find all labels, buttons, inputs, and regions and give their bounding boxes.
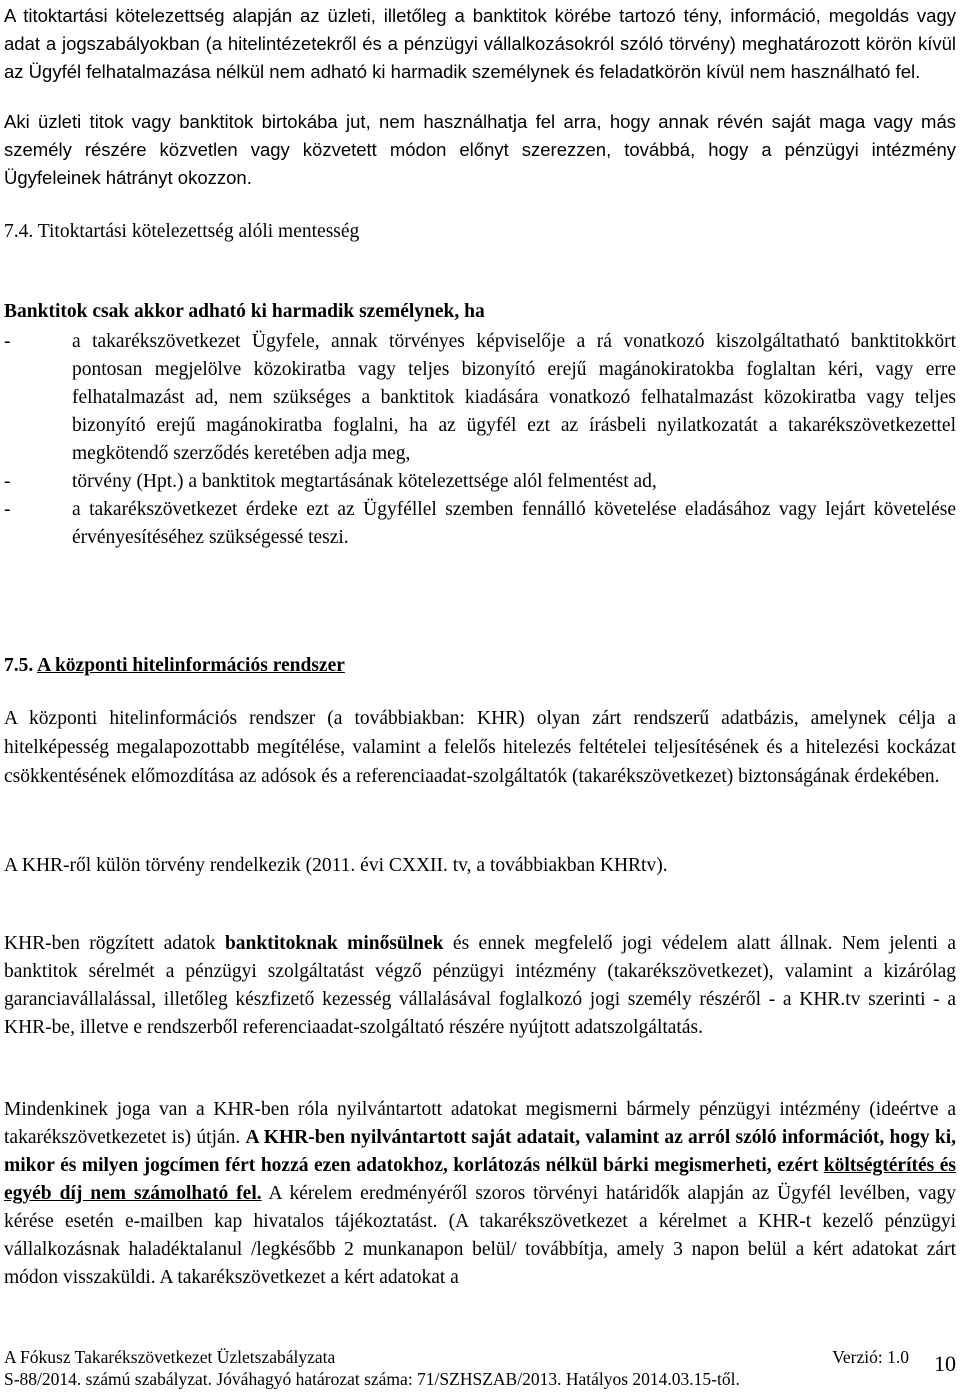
- list-item-text: a takarékszövetkezet Ügyfele, annak törvényes képviselője a rá vonatkozó kiszolgáltatható banktitokkört pontosan megjelölve közokiratba vagy teljes bizonyító erejű magánokiratokba foglaltan kéri, vagy erre felhatalmazást ad, nem szükséges a banktitok kiadására vonatkozó felhatalmazást közokiratba vagy teljes bizonyító erejű magánokiratba foglalni, ha az ügyfél ezt az írásbeli nyilatkozatát a takarékszövetkezettel megkötendő szerződés keretében adja meg,: [72, 331, 956, 464]
- khr-paragraph-4: [4, 1096, 956, 1292]
- section-7-4-heading: 7.4. Titoktartási kötelezettség alóli mentesség: [4, 221, 360, 242]
- list-item-text: törvény (Hpt.) a banktitok megtartásának kötelezettsége alól felmentést ad,: [72, 471, 657, 492]
- intro-paragraph-2: Aki üzleti titok vagy banktitok birtokába jut, nem használhatja fel arra, hogy annak révén saját maga vagy más személy részére közvetlen vagy közvetett módon előnyt szerezzen, továbbá, hogy a pénzügyi intézmény Ügyfeleinek hátrányt okozzon.: [4, 111, 956, 188]
- list-item-text: a takarékszövetkezet érdeke ezt az Ügyféllel szemben fennálló követelése eladásához vagy lejárt követelése érvényesítéséhez szükségessé teszi.: [72, 499, 956, 548]
- intro-paragraph-1: A titoktartási kötelezettség alapján az üzleti, illetőleg a banktitok körébe tartozó tény, információ, megoldás vagy adat a jogszabályokban (a hitelintézetekről és a pénzügyi vállalkozásokról szóló törvény) meghatározott körön kívül az Ügyfél felhatalmazása nélkül nem adható ki harmadik személynek és feladatkörön kívül nem használható fel.: [4, 5, 956, 82]
- khr-paragraph-1: A központi hitelinformációs rendszer (a továbbiakban: KHR) olyan zárt rendszerű adatbázis, amelynek célja a hitelképesség megalapozottabb megítélése, valamint a felelős hitelezés feltételei teljesítésének és a hitelezési kockázat csökkentésének előmozdítása az adósok és a referenciaadat-szolgáltatók (takarékszövetkezet) biztonságának érdekében.: [4, 708, 956, 787]
- khr-p3-text-c: és ennek megfelelő jogi védelem alatt állnak. Nem jelenti a banktitok sérelmét a pénzügyi szolgáltatást végző pénzügyi intézmény (takarékszövetkezet), valamint a kizárólag garanciavállalással, illetőleg készfizető kezesség vállalásával foglalkozó jogi személy részéről - a KHR.tv szerinti - a KHR-be, illetve e rendszerből referenciaadat-szolgáltató részére nyújtott adatszolgáltatás.: [4, 933, 956, 1038]
- dash-bullet: -: [4, 499, 11, 520]
- section-7-4-lead: Banktitok csak akkor adható ki harmadik személynek, ha: [4, 301, 485, 322]
- khr-paragraph-2: A KHR-ről külön törvény rendelkezik (2011. évi CXXII. tv, a továbbiakban KHRtv).: [4, 855, 668, 876]
- khr-p4-emphasis: A KHR-ben nyilvántartott saját adatait, valamint az arról szóló információt, hogy ki, mikor és milyen jogcímen fért hozzá ezen adatokhoz, korlátozás nélkül bárki megismerheti, ezért: [4, 1127, 956, 1176]
- khr-p3-text-a: KHR-ben rögzített adatok: [4, 933, 225, 954]
- section-7-5-number: 7.5.: [4, 655, 34, 676]
- footer-row-1: [4, 1346, 909, 1368]
- page-number: 10: [934, 1351, 956, 1376]
- khr-p3-emphasis: banktitoknak minősülnek: [224, 933, 444, 954]
- khr-p4-fee-notice: költségtérítés és egyéb díj nem számolható fel.: [4, 1155, 956, 1204]
- section-7-5-heading: [4, 652, 345, 680]
- khr-paragraph-3: [4, 930, 956, 1042]
- khr-p4-text-d: A kérelem eredményéről szoros törvényi határidők alapján az Ügyfél levélben, vagy kérése esetén e-mailben kap hivatalos tájékoztatást. (A takarékszövetkezet a kérelmet a KHR-t kezelő pénzügyi vállalkozásnak haladéktalanul /legkésőbb 2 munkanapon belül/ továbbítja, amely 3 napon belül a kért adatokat zárt módon visszaküldi. A takarékszövetkezet a kért adatokat a: [4, 1183, 956, 1288]
- list-item: [4, 468, 956, 496]
- section-7-5-title: A központi hitelinformációs rendszer: [37, 655, 345, 676]
- footer-regulation: S-88/2014. számú szabályzat. Jóváhagyó határozat száma: 71/SZHSZAB/2013. Hatályos 2014.03.15-től.: [4, 1369, 740, 1389]
- list-item: [4, 328, 956, 468]
- dash-bullet: -: [4, 331, 11, 352]
- list-item: [4, 496, 956, 552]
- page-footer: [4, 1346, 909, 1390]
- khr-p4-text-a: Mindenkinek joga van a KHR-ben róla nyilvántartott adatokat megismerni bármely pénzügyi intézmény (ideértve a takarékszövetkezetet is) útján.: [4, 1099, 956, 1148]
- exemption-list: [4, 328, 956, 552]
- footer-version: Verzió: 1.0: [832, 1347, 909, 1367]
- dash-bullet: -: [4, 471, 11, 492]
- footer-doc-title: A Fókusz Takarékszövetkezet Üzletszabályzata: [4, 1347, 336, 1367]
